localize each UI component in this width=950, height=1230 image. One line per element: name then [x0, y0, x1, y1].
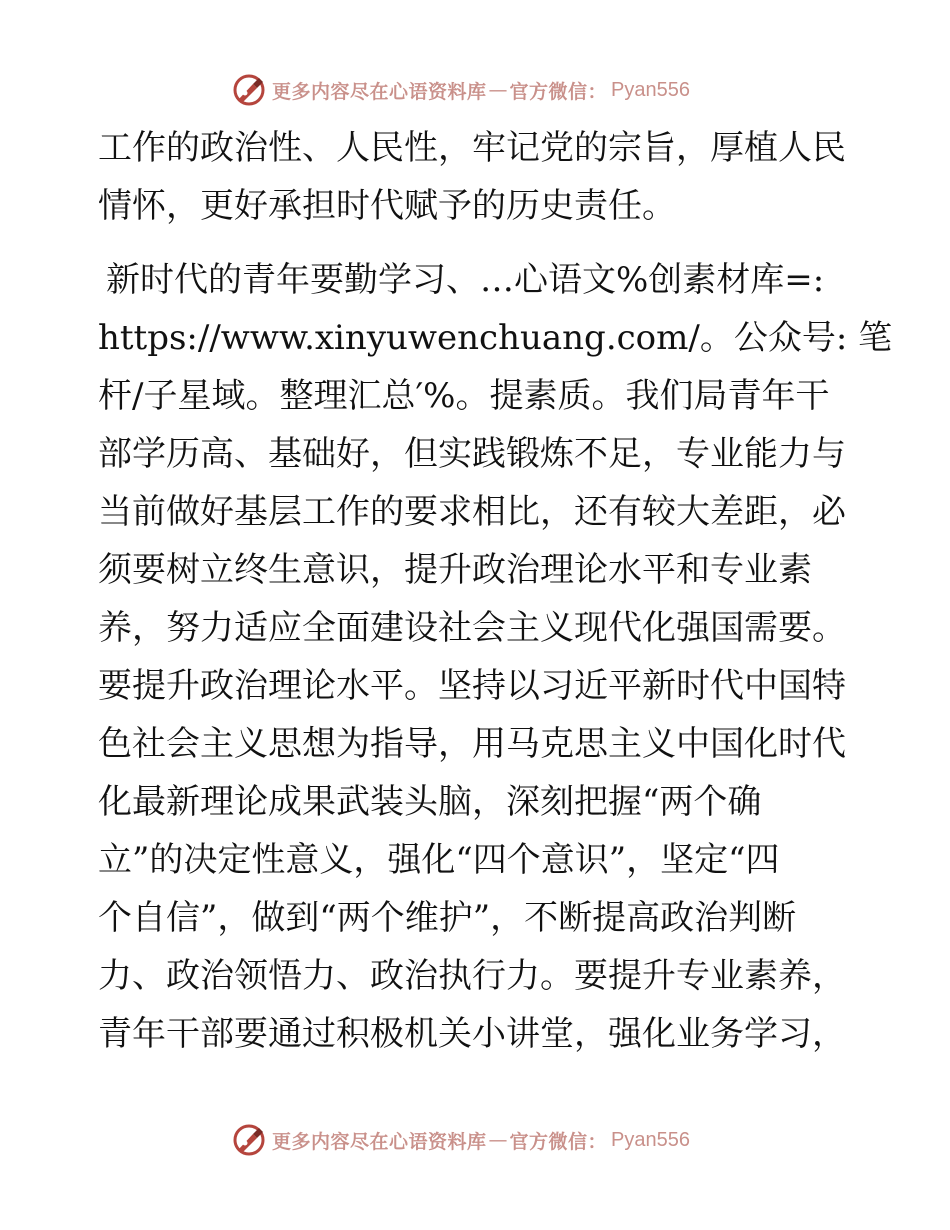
- body-line: 养，努力适应全面建设社会主义现代化强国需要。: [98, 608, 846, 648]
- watermark-promo-text: 更多内容尽在心语资料库: [272, 1130, 487, 1153]
- body-line: 杆/子星域。整理汇总′%。提素质。我们局青年干: [98, 376, 830, 416]
- body-line: 力、政治领悟力、政治执行力。要提升专业素养，: [98, 956, 846, 996]
- watermark-wechat-label: 官方微信：: [509, 1130, 608, 1153]
- body-line: 要提升政治理论水平。坚持以习近平新时代中国特: [98, 666, 846, 706]
- watermark-separator: —: [488, 1129, 508, 1151]
- header-watermark: [232, 73, 690, 107]
- watermark-separator: —: [488, 79, 508, 101]
- body-line: https://www.xinyuwenchuang.com/。公众号: 笔: [98, 318, 893, 358]
- ink-pen-logo-icon: [232, 1123, 266, 1157]
- ink-pen-logo-icon: [232, 73, 266, 107]
- body-line: 情怀，更好承担时代赋予的历史责任。: [98, 186, 676, 226]
- watermark-wechat-id: Pyan556: [611, 1128, 690, 1151]
- body-line: 须要树立终生意识，提升政治理论水平和专业素: [98, 550, 812, 590]
- body-line: 工作的政治性、人民性，牢记党的宗旨，厚植人民: [98, 128, 846, 168]
- body-line: 部学历高、基础好，但实践锻炼不足，专业能力与: [98, 434, 846, 474]
- body-line: 化最新理论成果武装头脑，深刻把握“两个确: [98, 782, 762, 822]
- watermark-wechat-id: Pyan556: [611, 78, 690, 101]
- body-line: 色社会主义思想为指导，用马克思主义中国化时代: [98, 724, 846, 764]
- body-line: 青年干部要通过积极机关小讲堂，强化业务学习，: [98, 1014, 846, 1054]
- body-line: 个自信”，做到“两个维护”，不断提高政治判断: [98, 898, 797, 938]
- body-line: 当前做好基层工作的要求相比，还有较大差距，必: [98, 492, 846, 532]
- footer-watermark: [232, 1123, 690, 1157]
- body-line: 新时代的青年要勤学习、…心语文%创素材库=:: [106, 260, 825, 300]
- body-line: 立”的决定性意义，强化“四个意识”，坚定“四: [98, 840, 780, 880]
- watermark-wechat-label: 官方微信：: [509, 80, 608, 103]
- watermark-promo-text: 更多内容尽在心语资料库: [272, 80, 487, 103]
